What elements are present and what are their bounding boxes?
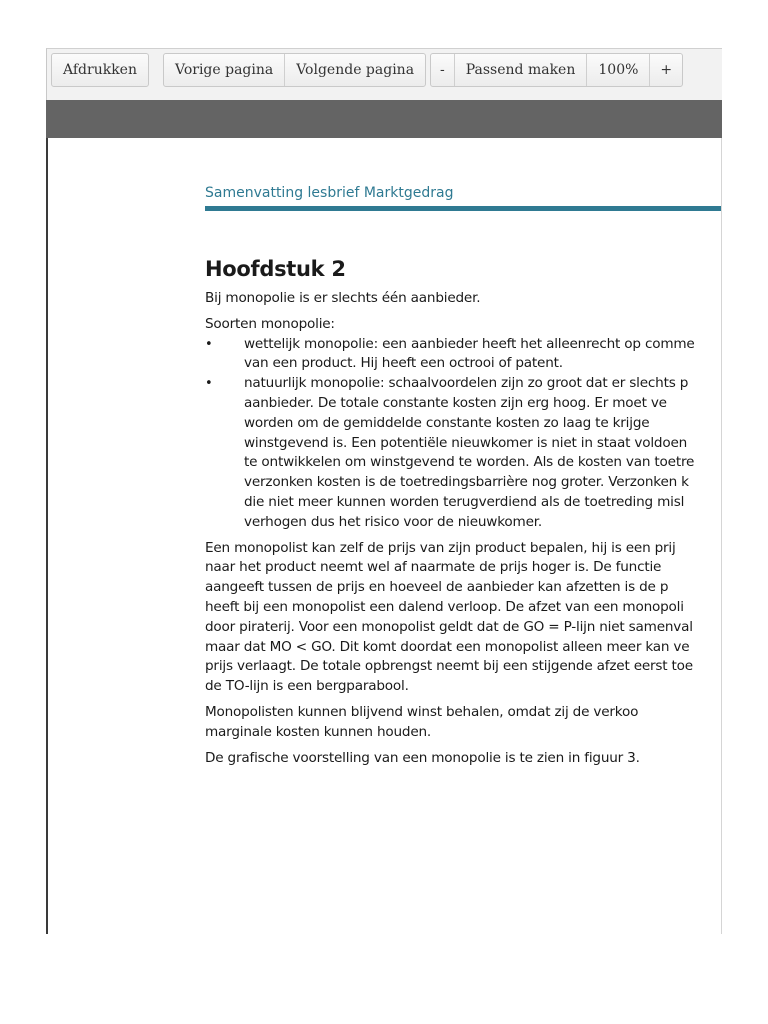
next-page-button[interactable]: Volgende pagina: [296, 62, 415, 78]
text-line: aangeeft tussen de prijs en hoeveel de aanbieder kan afzetten is de p: [205, 579, 669, 596]
text-line: heeft bij een monopolist een dalend verloop. De afzet van een monopoli: [205, 598, 684, 615]
text-line: verzonken kosten is de toetredingsbarrière nog groter. Verzonken k: [244, 474, 689, 491]
print-group: [51, 53, 149, 87]
previous-page-button[interactable]: Vorige pagina: [164, 54, 285, 86]
text-line: door piraterij. Voor een monopolist geldt dat de GO = P-lijn niet samenval: [205, 618, 693, 635]
paragraph-profit: [205, 703, 722, 743]
text-line: die niet meer kunnen worden terugverdiend als de toetreding misl: [244, 493, 685, 510]
text-line: Een monopolist kan zelf de prijs van zijn product bepalen, hij is een prij: [205, 539, 676, 556]
bullet-natural-monopoly: [205, 374, 722, 532]
header-rule: [205, 206, 722, 211]
fit-page-button[interactable]: Passend maken: [455, 54, 588, 86]
paragraph-pricing: [205, 539, 722, 697]
monopoly-types-label: Soorten monopolie:: [205, 315, 335, 332]
text-line: te ontwikkelen om winstgevend te worden. Als de kosten van toetre: [244, 454, 695, 471]
bullet-marker: •: [205, 336, 213, 352]
text-line: naar het product neemt wel af naarmate de prijs hoger is. De functie: [205, 559, 662, 576]
bullet-marker: •: [205, 376, 213, 392]
text-line: natuurlijk monopolie: schaalvoordelen zijn zo groot dat er slechts p: [244, 375, 689, 392]
print-button[interactable]: Afdrukken: [63, 62, 137, 78]
text-line: aanbieder. De totale constante kosten zijn erg hoog. Er moet ve: [244, 394, 667, 411]
text-line: wettelijk monopolie: een aanbieder heeft het alleenrecht op comme: [244, 335, 695, 352]
text-line: marginale kosten kunnen houden.: [205, 723, 432, 740]
zoom-group: [430, 53, 683, 87]
running-head: Samenvatting lesbrief Marktgedrag: [205, 185, 454, 201]
bullet-legal-monopoly: [205, 335, 722, 375]
zoom-out-button[interactable]: -: [431, 54, 455, 86]
text-line: Monopolisten kunnen blijvend winst behalen, omdat zij de verkoo: [205, 703, 639, 720]
pdf-toolbar: [46, 48, 722, 100]
document-viewer[interactable]: [46, 138, 722, 934]
text-line: maar dat MO < GO. Dit komt doordat een monopolist alleen meer kan ve: [205, 638, 690, 655]
zoom-in-button[interactable]: +: [660, 62, 673, 78]
intro-text: Bij monopolie is er slechts één aanbieder.: [205, 290, 481, 306]
text-line: van een product. Hij heeft een octrooi of patent.: [244, 355, 563, 372]
page-navigation-group: [163, 53, 426, 87]
text-line: prijs verlaagt. De totale opbrengst neemt bij een stijgende afzet eerst toe: [205, 658, 693, 675]
viewer-header-bar: [46, 100, 722, 138]
paragraph-figure-reference: De grafische voorstelling van een monopolie is te zien in figuur 3.: [205, 749, 640, 766]
zoom-level-display[interactable]: 100%: [587, 54, 650, 86]
text-line: worden om de gemiddelde constante kosten zo laag te krijge: [244, 414, 650, 431]
page-body: [205, 255, 722, 768]
text-line: verhogen dus het risico voor de nieuwkomer.: [244, 513, 542, 530]
chapter-heading: Hoofdstuk 2: [205, 257, 346, 281]
text-line: de TO-lijn is een bergparabool.: [205, 678, 409, 695]
text-line: winstgevend is. Een potentiële nieuwkomer is niet in staat voldoen: [244, 434, 688, 451]
